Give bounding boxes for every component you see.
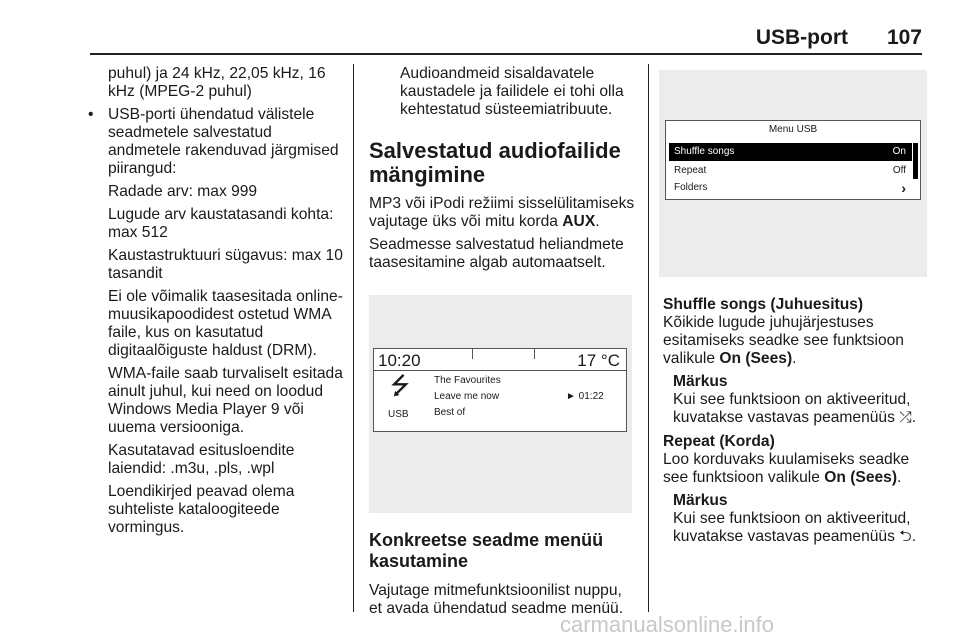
list-item: WMA-faile saab turvaliselt esitada ainult juhul, kui need on loodud Windows Media Player 9 või uuema versiooniga. [108, 365, 343, 436]
column-left [88, 65, 348, 542]
play-time-text: ► 01:22 [566, 391, 604, 402]
list-item: Radade arv: max 999 [108, 183, 258, 200]
paragraph: Vajutage mitmefunktsioonilist nuppu, et avada ühendatud seadme menüü. [369, 582, 624, 617]
display-status-bar [374, 349, 626, 371]
figure-playback-screen [369, 295, 632, 513]
scrollbar-indicator [913, 143, 918, 179]
section-heading: Konkreetse seadme menüü kasutamine [369, 530, 604, 571]
shuffle-icon: ⤮ [899, 409, 912, 426]
display-divider [472, 349, 473, 359]
note-title: Märkus [673, 373, 728, 390]
temperature-text: 17 °C [577, 351, 620, 370]
column-right [663, 296, 928, 551]
clock-text: 10:20 [378, 351, 421, 370]
note-block [663, 492, 928, 546]
track-list-item: The Favourites [434, 375, 501, 386]
menu-row-label: Shuffle songs [674, 146, 735, 157]
note-block [663, 373, 928, 427]
page-header [0, 0, 960, 56]
paragraph: Audioandmeid sisaldavatele kaustadele ja failidele ei tohi olla kehtestatud süsteemiatribuute. [400, 65, 624, 118]
figure-usb-menu [659, 70, 927, 277]
subheading-repeat: Repeat (Korda) [663, 433, 775, 450]
note-title: Märkus [673, 492, 728, 509]
section-title: USB-port [755, 26, 848, 49]
note-text: Kui see funktsioon on aktiveeritud, kuvatakse vastavas peamenüüs ⤮. [673, 391, 917, 426]
menu-row-value: On [892, 146, 906, 157]
display-divider [534, 349, 535, 359]
section-heading: Salvestatud audiofailide mängimine [369, 138, 621, 187]
list-item: Kaustastruktuuri sügavus: max 10 tasandit [108, 247, 343, 282]
subheading-shuffle: Shuffle songs (Juhuesitus) [663, 296, 864, 313]
display-screen [665, 120, 921, 200]
page-number: 107 [886, 26, 922, 49]
paragraph: MP3 või iPodi režiimi sisselülitamiseks vajutage üks või mitu korda AUX. [369, 195, 635, 230]
menu-row-value: Off [892, 165, 906, 176]
repeat-icon: ⮌ [899, 528, 912, 545]
column-divider-left [353, 64, 354, 612]
chevron-right-icon: › [901, 180, 906, 196]
column-middle-lower [369, 530, 637, 623]
list-item: Kasutatavad esitusloendite laiendid: .m3u, .pls, .wpl [108, 442, 295, 477]
header-rule [90, 53, 922, 55]
menu-title: Menu USB [768, 124, 818, 135]
menu-row-label: Repeat [674, 165, 707, 176]
column-middle [369, 65, 637, 277]
track-list-item: Leave me now [434, 391, 500, 402]
usb-icon: ⭍ [390, 373, 410, 400]
list-item: Ei ole võimalik taasesitada online-muusikapoodidest ostetud WMA faile, kus on kasutatud digitaalõiguste haldust (DRM). [108, 288, 343, 359]
menu-row-folders [669, 179, 912, 197]
menu-row-repeat [669, 162, 912, 180]
aux-key-label: AUX [562, 213, 596, 230]
menu-row-shuffle [669, 143, 912, 161]
paragraph: Kõikide lugude juhujärjestuses esitamiseks seadke see funktsioon valikule On (Sees). [663, 314, 904, 367]
list-item: Lugude arv kaustatasandi kohta: max 512 [108, 206, 334, 241]
watermark: carmanualsonline.info [560, 612, 775, 637]
menu-row-label: Folders [674, 182, 708, 193]
source-label: USB [388, 409, 409, 420]
bullet-item: • USB-porti ühendatud välistele seadmetele salvestatud andmetele rakenduvad järgmised piirangud: [88, 106, 348, 178]
track-list-item: Best of [434, 407, 466, 418]
paragraph: Seadmesse salvestatud heliandmete taasesitamine algab automaatselt. [369, 236, 624, 271]
note-text: Kui see funktsioon on aktiveeritud, kuvatakse vastavas peamenüüs ⮌. [673, 510, 917, 545]
list-item: Loendikirjed peavad olema suhteliste kataloogiteede vormingus. [108, 483, 295, 536]
paragraph: Loo korduvaks kuulamiseks seadke see funktsioon valikule On (Sees). [663, 451, 910, 486]
display-screen [373, 348, 627, 432]
column-divider-right [648, 64, 649, 612]
paragraph: puhul) ja 24 kHz, 22,05 kHz, 16 kHz (MPEG-2 puhul) [108, 65, 326, 100]
